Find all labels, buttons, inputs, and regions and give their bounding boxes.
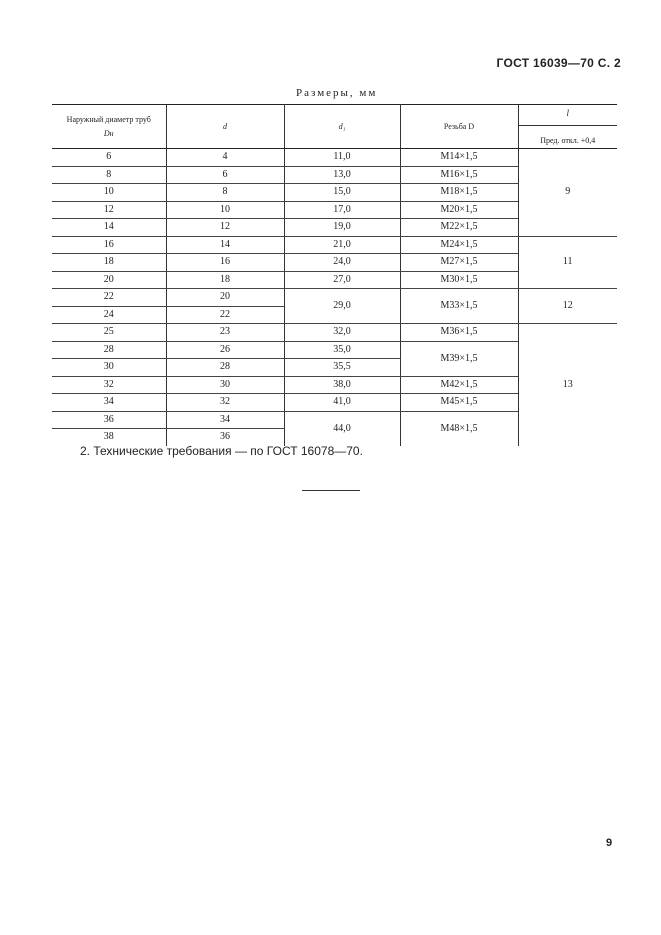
cell-d1: 41,0 — [284, 394, 400, 412]
cell-l: 12 — [518, 289, 617, 324]
cell-d: 10 — [166, 201, 284, 219]
cell-dn: 25 — [52, 324, 166, 342]
cell-d: 23 — [166, 324, 284, 342]
cell-l: 9 — [518, 149, 617, 237]
cell-dn: 12 — [52, 201, 166, 219]
cell-dn: 6 — [52, 149, 166, 167]
cell-d1: 38,0 — [284, 376, 400, 394]
technical-requirements-note: 2. Технические требования — по ГОСТ 16078—70. — [80, 444, 363, 458]
table-caption: Размеры, мм — [296, 87, 378, 99]
cell-dn: 18 — [52, 254, 166, 272]
section-divider — [302, 490, 360, 491]
header-l — [518, 105, 617, 149]
cell-dn: 20 — [52, 271, 166, 289]
cell-d: 6 — [166, 166, 284, 184]
cell-d: 22 — [166, 306, 284, 324]
cell-dn: 28 — [52, 341, 166, 359]
cell-d1: 19,0 — [284, 219, 400, 237]
table-row — [52, 324, 617, 342]
cell-d: 16 — [166, 254, 284, 272]
cell-dn: 32 — [52, 376, 166, 394]
header-d1-label: d₁ — [338, 121, 346, 131]
header-outer-diameter-label: Наружный диаметр труб — [66, 114, 151, 124]
page-number: 9 — [606, 837, 613, 849]
cell-d1: 44,0 — [284, 411, 400, 446]
cell-d: 32 — [166, 394, 284, 412]
cell-d1: 11,0 — [284, 149, 400, 167]
cell-d1: 32,0 — [284, 324, 400, 342]
header-tolerance: Пред. откл. +0,4 — [519, 125, 618, 148]
header-outer-diameter-symbol: Dн — [103, 128, 114, 138]
cell-d1: 17,0 — [284, 201, 400, 219]
header-d1 — [284, 105, 400, 149]
table-row — [52, 289, 617, 307]
cell-thread: М30×1,5 — [400, 271, 518, 289]
table-header-row — [52, 105, 617, 149]
cell-d1: 13,0 — [284, 166, 400, 184]
table-row — [52, 149, 617, 167]
cell-dn: 16 — [52, 236, 166, 254]
cell-thread: М14×1,5 — [400, 149, 518, 167]
cell-dn: 10 — [52, 184, 166, 202]
table-row — [52, 236, 617, 254]
header-l-label: l — [566, 107, 569, 118]
header-thread-label: Резьба D — [443, 121, 475, 131]
cell-thread: М22×1,5 — [400, 219, 518, 237]
cell-d: 18 — [166, 271, 284, 289]
cell-dn: 22 — [52, 289, 166, 307]
cell-dn: 24 — [52, 306, 166, 324]
dimensions-table — [52, 104, 617, 446]
cell-d: 34 — [166, 411, 284, 429]
cell-d1: 35,0 — [284, 341, 400, 359]
cell-thread: М20×1,5 — [400, 201, 518, 219]
cell-d1: 35,5 — [284, 359, 400, 377]
cell-dn: 38 — [52, 429, 166, 446]
cell-dn: 34 — [52, 394, 166, 412]
cell-d: 36 — [166, 429, 284, 446]
cell-thread: М42×1,5 — [400, 376, 518, 394]
cell-thread: М33×1,5 — [400, 289, 518, 324]
document-reference: ГОСТ 16039—70 С. 2 — [496, 56, 621, 70]
cell-d: 12 — [166, 219, 284, 237]
cell-thread: М24×1,5 — [400, 236, 518, 254]
cell-thread: М27×1,5 — [400, 254, 518, 272]
header-d — [166, 105, 284, 149]
cell-dn: 14 — [52, 219, 166, 237]
cell-l: 13 — [518, 324, 617, 446]
cell-thread: М18×1,5 — [400, 184, 518, 202]
cell-dn: 36 — [52, 411, 166, 429]
cell-d: 4 — [166, 149, 284, 167]
cell-l: 11 — [518, 236, 617, 289]
header-outer-diameter — [52, 105, 166, 149]
cell-thread: М36×1,5 — [400, 324, 518, 342]
cell-d: 8 — [166, 184, 284, 202]
header-thread — [400, 105, 518, 149]
cell-thread: М16×1,5 — [400, 166, 518, 184]
cell-d1: 29,0 — [284, 289, 400, 324]
cell-d: 26 — [166, 341, 284, 359]
cell-thread: М45×1,5 — [400, 394, 518, 412]
cell-dn: 30 — [52, 359, 166, 377]
cell-d1: 27,0 — [284, 271, 400, 289]
header-d-label: d — [223, 121, 227, 131]
cell-d: 28 — [166, 359, 284, 377]
cell-d: 20 — [166, 289, 284, 307]
cell-d1: 21,0 — [284, 236, 400, 254]
cell-d1: 15,0 — [284, 184, 400, 202]
cell-thread: М39×1,5 — [400, 341, 518, 376]
cell-dn: 8 — [52, 166, 166, 184]
cell-d: 14 — [166, 236, 284, 254]
cell-d1: 24,0 — [284, 254, 400, 272]
cell-d: 30 — [166, 376, 284, 394]
cell-thread: М48×1,5 — [400, 411, 518, 446]
